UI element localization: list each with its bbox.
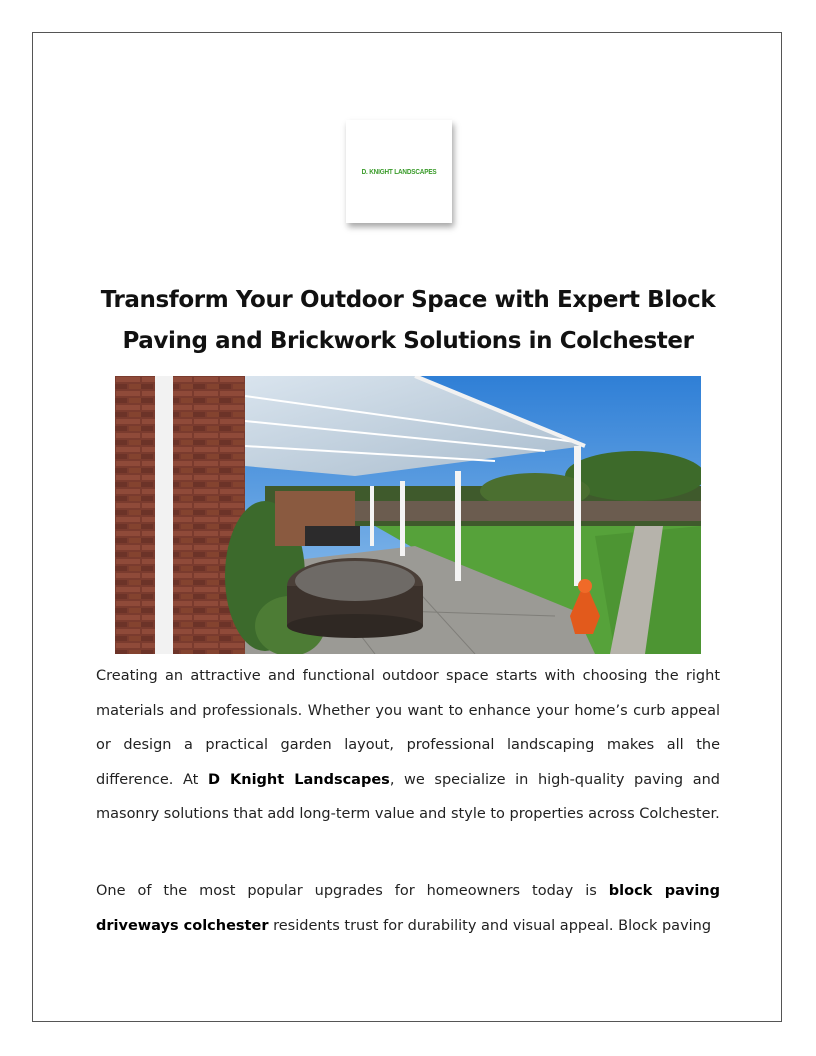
- company-logo: [346, 120, 452, 223]
- paving-text-after: residents trust for durability and visual appeal. Block paving: [268, 917, 712, 934]
- keyword-bold: block paving driveways colchester: [96, 883, 720, 934]
- intro-text-after: , we specialize in high-quality paving and masonry solutions that add long-term value and style to properties across Colchester.: [96, 771, 720, 822]
- page-title: Transform Your Outdoor Space with Expert Block Paving and Brickwork Solutions in Colchester: [100, 287, 716, 354]
- company-name-bold: D Knight Landscapes: [207, 771, 390, 788]
- intro-text-before: Creating an attractive and functional outdoor space starts with choosing the right materials and professionals. Whether you want to enhance your home’s curb appeal or design a practical garden layout, professional landscaping makes all the difference. At: [96, 668, 720, 788]
- logo-text: D. KNIGHT LANDSCAPES: [361, 167, 437, 176]
- paving-text-before: One of the most popular upgrades for homeowners today is: [96, 883, 609, 899]
- block-paving-paragraph: [96, 874, 720, 943]
- intro-paragraph: [96, 659, 720, 832]
- hero-photo-garden-canopy: [115, 376, 701, 654]
